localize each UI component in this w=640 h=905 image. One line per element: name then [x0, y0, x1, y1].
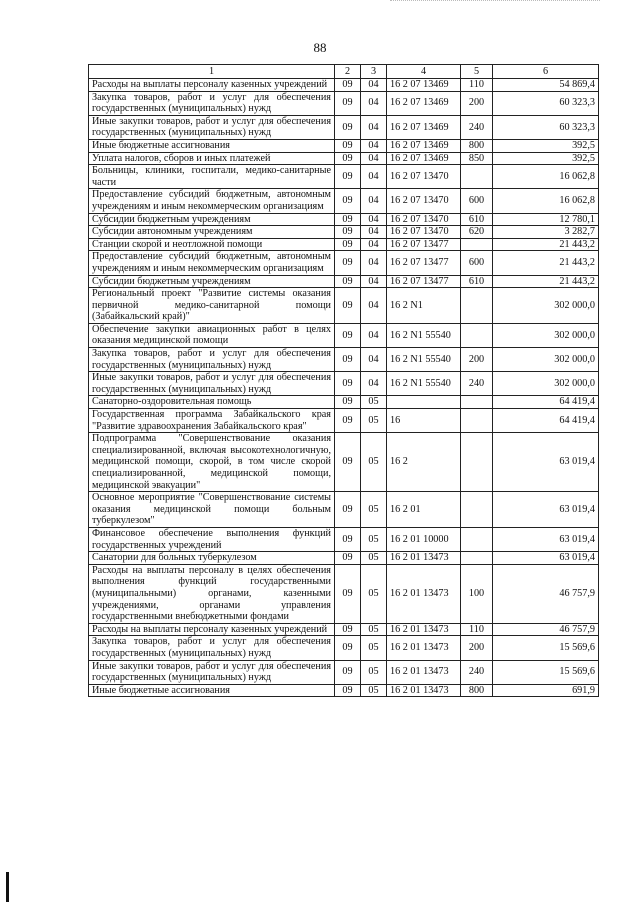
table-row — [89, 115, 599, 139]
expense-type-cell: 200 — [461, 636, 493, 660]
section-code-cell: 09 — [335, 79, 361, 92]
subsection-code-cell: 04 — [361, 165, 387, 189]
amount-cell: 60 323,3 — [493, 91, 599, 115]
expense-type-cell — [461, 238, 493, 251]
expense-type-cell: 200 — [461, 91, 493, 115]
target-article-cell: 16 2 01 13473 — [387, 636, 461, 660]
row-name-cell: Закупка товаров, работ и услуг для обеспечения государственных (муниципальных) нужд — [89, 636, 335, 660]
amount-cell: 691,9 — [493, 684, 599, 697]
amount-cell: 3 282,7 — [493, 226, 599, 239]
amount-cell: 16 062,8 — [493, 189, 599, 213]
amount-cell: 46 757,9 — [493, 564, 599, 623]
expense-type-cell — [461, 527, 493, 551]
target-article-cell: 16 2 01 13473 — [387, 684, 461, 697]
expense-type-cell: 600 — [461, 251, 493, 275]
subsection-code-cell: 05 — [361, 433, 387, 492]
row-name-cell: Больницы, клиники, госпитали, медико-санитарные части — [89, 165, 335, 189]
column-header: 5 — [461, 65, 493, 79]
page-number: 88 — [313, 40, 327, 55]
section-code-cell: 09 — [335, 139, 361, 152]
table-row — [89, 433, 599, 492]
table-row — [89, 552, 599, 565]
table-row — [89, 527, 599, 551]
section-code-cell: 09 — [335, 636, 361, 660]
amount-cell: 302 000,0 — [493, 348, 599, 372]
row-name-cell: Обеспечение закупки авиационных работ в целях оказания медицинской помощи — [89, 323, 335, 347]
section-code-cell: 09 — [335, 238, 361, 251]
target-article-cell: 16 2 01 — [387, 492, 461, 528]
table-row — [89, 238, 599, 251]
table-row — [89, 275, 599, 288]
target-article-cell: 16 2 07 13470 — [387, 165, 461, 189]
table-row — [89, 409, 599, 433]
amount-cell: 63 019,4 — [493, 552, 599, 565]
expense-type-cell: 240 — [461, 660, 493, 684]
subsection-code-cell: 04 — [361, 213, 387, 226]
table-row — [89, 152, 599, 165]
subsection-code-cell: 05 — [361, 409, 387, 433]
table-row — [89, 251, 599, 275]
subsection-code-cell: 04 — [361, 152, 387, 165]
amount-cell: 302 000,0 — [493, 288, 599, 324]
subsection-code-cell: 04 — [361, 323, 387, 347]
subsection-code-cell: 04 — [361, 79, 387, 92]
row-name-cell: Санаторно-оздоровительная помощь — [89, 396, 335, 409]
amount-cell: 12 780,1 — [493, 213, 599, 226]
expense-type-cell: 800 — [461, 139, 493, 152]
table-row — [89, 226, 599, 239]
row-name-cell: Иные бюджетные ассигнования — [89, 684, 335, 697]
table-header-row — [89, 65, 599, 79]
row-name-cell: Иные бюджетные ассигнования — [89, 139, 335, 152]
subsection-code-cell: 04 — [361, 275, 387, 288]
subsection-code-cell: 05 — [361, 396, 387, 409]
subsection-code-cell: 05 — [361, 636, 387, 660]
section-code-cell: 09 — [335, 251, 361, 275]
expense-type-cell — [461, 396, 493, 409]
table-row — [89, 564, 599, 623]
row-name-cell: Расходы на выплаты персоналу казенных учреждений — [89, 623, 335, 636]
row-name-cell: Закупка товаров, работ и услуг для обеспечения государственных (муниципальных) нужд — [89, 348, 335, 372]
column-header: 3 — [361, 65, 387, 79]
subsection-code-cell: 04 — [361, 251, 387, 275]
row-name-cell: Подпрограмма "Совершенствование оказания специализированной, включая высокотехнологичную, медицинской помощи, скорой, в том числе скорой специализированной, медицинской помощи, медицинской эвакуации" — [89, 433, 335, 492]
expense-type-cell: 200 — [461, 348, 493, 372]
amount-cell: 392,5 — [493, 139, 599, 152]
scan-artifact-mark — [6, 872, 9, 902]
amount-cell: 302 000,0 — [493, 372, 599, 396]
section-code-cell: 09 — [335, 91, 361, 115]
target-article-cell: 16 2 07 13470 — [387, 189, 461, 213]
table-row — [89, 684, 599, 697]
section-code-cell: 09 — [335, 552, 361, 565]
table-row — [89, 660, 599, 684]
section-code-cell: 09 — [335, 323, 361, 347]
target-article-cell: 16 2 N1 55540 — [387, 348, 461, 372]
row-name-cell: Субсидии автономным учреждениям — [89, 226, 335, 239]
section-code-cell: 09 — [335, 623, 361, 636]
expense-type-cell: 610 — [461, 213, 493, 226]
amount-cell: 16 062,8 — [493, 165, 599, 189]
target-article-cell: 16 2 07 13469 — [387, 79, 461, 92]
amount-cell: 64 419,4 — [493, 396, 599, 409]
subsection-code-cell: 04 — [361, 238, 387, 251]
section-code-cell: 09 — [335, 433, 361, 492]
expense-type-cell — [461, 323, 493, 347]
section-code-cell: 09 — [335, 165, 361, 189]
target-article-cell: 16 2 07 13469 — [387, 139, 461, 152]
row-name-cell: Расходы на выплаты персоналу казенных учреждений — [89, 79, 335, 92]
section-code-cell: 09 — [335, 226, 361, 239]
target-article-cell: 16 2 N1 55540 — [387, 372, 461, 396]
amount-cell: 21 443,2 — [493, 238, 599, 251]
row-name-cell: Расходы на выплаты персоналу в целях обеспечения выполнения функций государственными (муниципальными) органами, казенными учреждениями, органами управления государственными внебюджетными фондами — [89, 564, 335, 623]
table-row — [89, 288, 599, 324]
subsection-code-cell: 05 — [361, 527, 387, 551]
subsection-code-cell: 04 — [361, 226, 387, 239]
target-article-cell: 16 2 07 13477 — [387, 275, 461, 288]
expense-type-cell: 600 — [461, 189, 493, 213]
table-row — [89, 623, 599, 636]
table-row — [89, 636, 599, 660]
expense-type-cell — [461, 433, 493, 492]
section-code-cell: 09 — [335, 396, 361, 409]
subsection-code-cell: 05 — [361, 623, 387, 636]
subsection-code-cell: 05 — [361, 552, 387, 565]
amount-cell: 15 569,6 — [493, 636, 599, 660]
amount-cell: 15 569,6 — [493, 660, 599, 684]
target-article-cell: 16 2 07 13470 — [387, 226, 461, 239]
table-row — [89, 139, 599, 152]
row-name-cell: Станции скорой и неотложной помощи — [89, 238, 335, 251]
section-code-cell: 09 — [335, 684, 361, 697]
amount-cell: 63 019,4 — [493, 527, 599, 551]
row-name-cell: Предоставление субсидий бюджетным, автономным учреждениям и иным некоммерческим организациям — [89, 189, 335, 213]
section-code-cell: 09 — [335, 189, 361, 213]
section-code-cell: 09 — [335, 564, 361, 623]
table-row — [89, 189, 599, 213]
amount-cell: 54 869,4 — [493, 79, 599, 92]
row-name-cell: Региональный проект "Развитие системы оказания первичной медико-санитарной помощи (Забайкальский край)" — [89, 288, 335, 324]
row-name-cell: Предоставление субсидий бюджетным, автономным учреждениям и иным некоммерческим организациям — [89, 251, 335, 275]
expense-type-cell: 240 — [461, 372, 493, 396]
subsection-code-cell: 05 — [361, 492, 387, 528]
row-name-cell: Санатории для больных туберкулезом — [89, 552, 335, 565]
subsection-code-cell: 04 — [361, 348, 387, 372]
row-name-cell: Субсидии бюджетным учреждениям — [89, 275, 335, 288]
table-row — [89, 79, 599, 92]
target-article-cell: 16 2 — [387, 433, 461, 492]
subsection-code-cell: 05 — [361, 660, 387, 684]
row-name-cell: Основное мероприятие "Совершенствование системы оказания медицинской помощи больным туберкулезом" — [89, 492, 335, 528]
subsection-code-cell: 05 — [361, 684, 387, 697]
section-code-cell: 09 — [335, 115, 361, 139]
target-article-cell: 16 2 01 13473 — [387, 623, 461, 636]
amount-cell: 21 443,2 — [493, 251, 599, 275]
target-article-cell: 16 2 07 13470 — [387, 213, 461, 226]
amount-cell: 46 757,9 — [493, 623, 599, 636]
subsection-code-cell: 04 — [361, 189, 387, 213]
target-article-cell: 16 2 N1 — [387, 288, 461, 324]
row-name-cell: Иные закупки товаров, работ и услуг для обеспечения государственных (муниципальных) нужд — [89, 660, 335, 684]
column-header: 6 — [493, 65, 599, 79]
table-row — [89, 323, 599, 347]
subsection-code-cell: 04 — [361, 115, 387, 139]
amount-cell: 63 019,4 — [493, 433, 599, 492]
table-body — [89, 79, 599, 697]
section-code-cell: 09 — [335, 152, 361, 165]
row-name-cell: Финансовое обеспечение выполнения функций государственных учреждений — [89, 527, 335, 551]
subsection-code-cell: 04 — [361, 139, 387, 152]
target-article-cell: 16 2 01 13473 — [387, 564, 461, 623]
table-row — [89, 348, 599, 372]
table-row — [89, 492, 599, 528]
amount-cell: 21 443,2 — [493, 275, 599, 288]
row-name-cell: Уплата налогов, сборов и иных платежей — [89, 152, 335, 165]
target-article-cell: 16 — [387, 409, 461, 433]
target-article-cell: 16 2 01 10000 — [387, 527, 461, 551]
target-article-cell: 16 2 07 13469 — [387, 115, 461, 139]
amount-cell: 392,5 — [493, 152, 599, 165]
expense-type-cell — [461, 492, 493, 528]
target-article-cell: 16 2 01 13473 — [387, 660, 461, 684]
expense-type-cell — [461, 288, 493, 324]
subsection-code-cell: 04 — [361, 91, 387, 115]
expense-type-cell — [461, 165, 493, 189]
target-article-cell: 16 2 01 13473 — [387, 552, 461, 565]
target-article-cell: 16 2 07 13469 — [387, 152, 461, 165]
section-code-cell: 09 — [335, 409, 361, 433]
subsection-code-cell: 04 — [361, 288, 387, 324]
expense-type-cell: 110 — [461, 79, 493, 92]
target-article-cell: 16 2 07 13477 — [387, 238, 461, 251]
section-code-cell: 09 — [335, 527, 361, 551]
target-article-cell: 16 2 07 13477 — [387, 251, 461, 275]
amount-cell: 63 019,4 — [493, 492, 599, 528]
section-code-cell: 09 — [335, 275, 361, 288]
section-code-cell: 09 — [335, 372, 361, 396]
row-name-cell: Субсидии бюджетным учреждениям — [89, 213, 335, 226]
target-article-cell: 16 2 N1 55540 — [387, 323, 461, 347]
subsection-code-cell: 05 — [361, 564, 387, 623]
scan-artifact-top — [390, 0, 600, 5]
table-row — [89, 91, 599, 115]
section-code-cell: 09 — [335, 348, 361, 372]
amount-cell: 64 419,4 — [493, 409, 599, 433]
section-code-cell: 09 — [335, 213, 361, 226]
expense-type-cell: 850 — [461, 152, 493, 165]
table-row — [89, 396, 599, 409]
row-name-cell: Иные закупки товаров, работ и услуг для обеспечения государственных (муниципальных) нужд — [89, 372, 335, 396]
table-row — [89, 372, 599, 396]
subsection-code-cell: 04 — [361, 372, 387, 396]
row-name-cell: Закупка товаров, работ и услуг для обеспечения государственных (муниципальных) нужд — [89, 91, 335, 115]
target-article-cell: 16 2 07 13469 — [387, 91, 461, 115]
amount-cell: 60 323,3 — [493, 115, 599, 139]
column-header: 1 — [89, 65, 335, 79]
expense-type-cell — [461, 552, 493, 565]
section-code-cell: 09 — [335, 660, 361, 684]
expense-type-cell: 620 — [461, 226, 493, 239]
budget-table — [88, 64, 599, 697]
row-name-cell: Иные закупки товаров, работ и услуг для обеспечения государственных (муниципальных) нужд — [89, 115, 335, 139]
expense-type-cell: 100 — [461, 564, 493, 623]
table-row — [89, 165, 599, 189]
section-code-cell: 09 — [335, 492, 361, 528]
row-name-cell: Государственная программа Забайкальского края "Развитие здравоохранения Забайкальского края" — [89, 409, 335, 433]
expense-type-cell: 110 — [461, 623, 493, 636]
column-header: 4 — [387, 65, 461, 79]
column-header: 2 — [335, 65, 361, 79]
expense-type-cell — [461, 409, 493, 433]
target-article-cell — [387, 396, 461, 409]
amount-cell: 302 000,0 — [493, 323, 599, 347]
expense-type-cell: 800 — [461, 684, 493, 697]
table-row — [89, 213, 599, 226]
section-code-cell: 09 — [335, 288, 361, 324]
expense-type-cell: 240 — [461, 115, 493, 139]
expense-type-cell: 610 — [461, 275, 493, 288]
